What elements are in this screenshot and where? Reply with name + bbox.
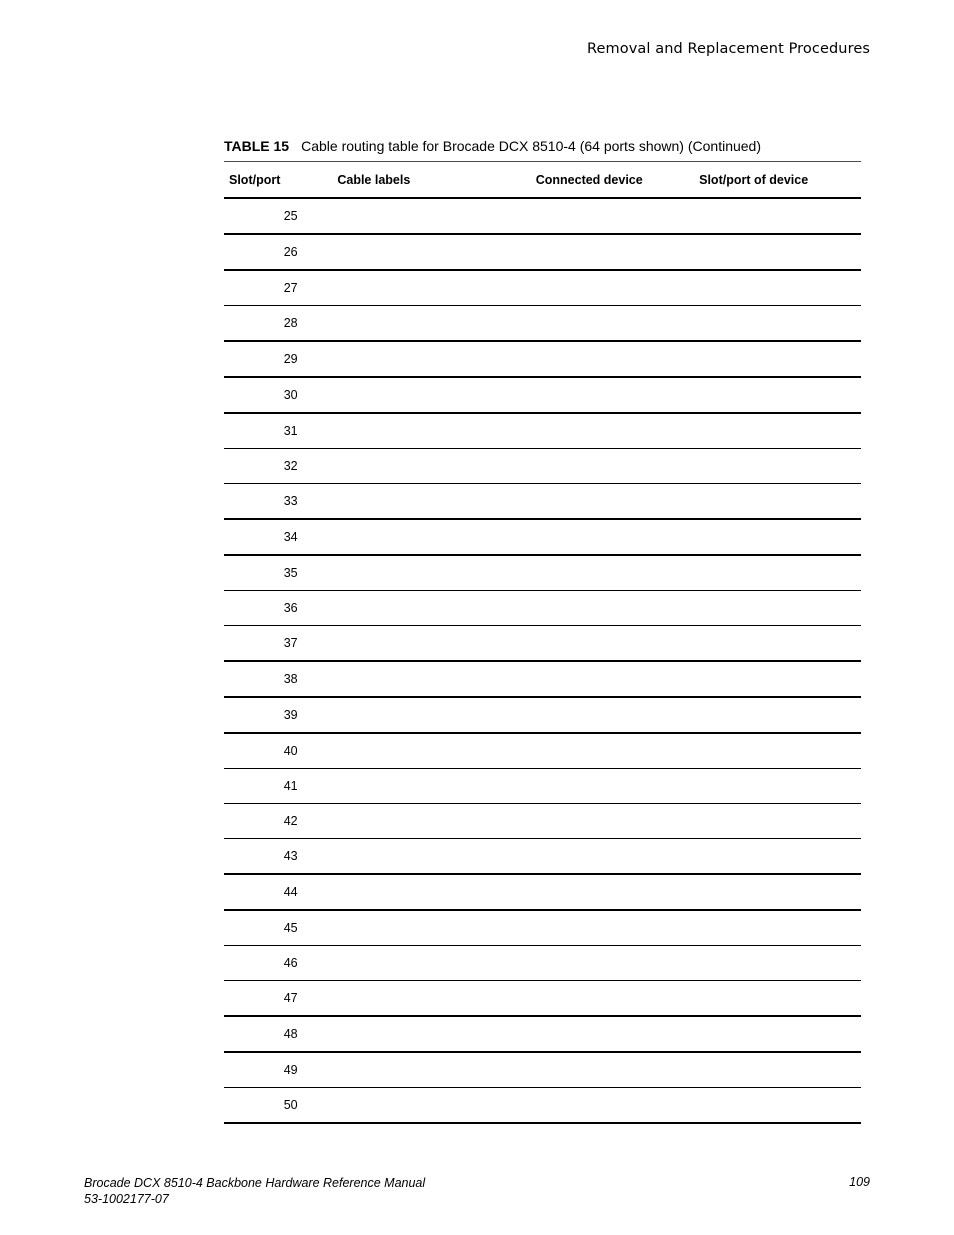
cell-connected-device	[536, 804, 699, 839]
cell-cable-labels	[337, 1088, 535, 1124]
cell-connected-device	[536, 981, 699, 1017]
table-row	[224, 306, 861, 342]
cell-device-slot-port	[699, 804, 861, 839]
cell-cable-labels	[337, 626, 535, 662]
cell-connected-device	[536, 484, 699, 520]
cell-connected-device	[536, 341, 699, 377]
cell-cable-labels	[337, 839, 535, 875]
cell-connected-device	[536, 874, 699, 910]
cell-slot-port: 28	[283, 316, 298, 330]
cell-connected-device	[536, 591, 699, 626]
column-header-connected-device: Connected device	[535, 172, 643, 187]
cell-device-slot-port	[699, 198, 861, 234]
cell-connected-device	[536, 697, 699, 733]
table-row	[224, 733, 861, 769]
cell-device-slot-port	[699, 234, 861, 270]
cell-slot-port: 31	[283, 424, 298, 438]
cell-cable-labels	[337, 341, 535, 377]
table-row	[224, 449, 861, 484]
table-row	[224, 519, 861, 555]
footer-left	[84, 1175, 425, 1207]
cell-device-slot-port	[699, 1016, 861, 1052]
cell-connected-device	[536, 1016, 699, 1052]
cell-connected-device	[536, 1052, 699, 1088]
cell-slot-port: 42	[283, 814, 298, 828]
cell-slot-port: 36	[283, 601, 298, 615]
cell-connected-device	[536, 839, 699, 875]
cell-connected-device	[536, 769, 699, 804]
cell-connected-device	[536, 198, 699, 234]
cell-device-slot-port	[699, 874, 861, 910]
table-row	[224, 1016, 861, 1052]
table-row	[224, 198, 861, 234]
cell-device-slot-port	[699, 519, 861, 555]
cell-connected-device	[536, 377, 699, 413]
cell-connected-device	[536, 519, 699, 555]
page-number: 109	[849, 1175, 870, 1189]
cell-cable-labels	[337, 413, 535, 449]
table-row	[224, 270, 861, 306]
cell-connected-device	[536, 910, 699, 946]
table-row	[224, 626, 861, 662]
cell-cable-labels	[337, 910, 535, 946]
cell-connected-device	[536, 626, 699, 662]
cell-cable-labels	[337, 1016, 535, 1052]
cell-connected-device	[536, 234, 699, 270]
table-row	[224, 769, 861, 804]
cell-device-slot-port	[699, 733, 861, 769]
cell-slot-port: 45	[283, 921, 298, 935]
cell-device-slot-port	[699, 449, 861, 484]
table-row	[224, 874, 861, 910]
cell-slot-port: 25	[283, 209, 298, 223]
cable-routing-table	[224, 162, 861, 1124]
cell-device-slot-port	[699, 839, 861, 875]
table-row	[224, 341, 861, 377]
cell-cable-labels	[337, 661, 535, 697]
cell-cable-labels	[337, 555, 535, 591]
cell-cable-labels	[337, 697, 535, 733]
cell-cable-labels	[337, 769, 535, 804]
cell-slot-port: 50	[283, 1098, 298, 1112]
cell-device-slot-port	[699, 270, 861, 306]
cell-cable-labels	[337, 519, 535, 555]
cell-slot-port: 49	[283, 1063, 298, 1077]
cell-device-slot-port	[699, 1052, 861, 1088]
table-row	[224, 661, 861, 697]
cell-connected-device	[536, 270, 699, 306]
doc-number: 53-1002177-07	[84, 1192, 169, 1206]
manual-title: Brocade DCX 8510-4 Backbone Hardware Reference Manual	[84, 1176, 426, 1190]
table-row	[224, 413, 861, 449]
cell-device-slot-port	[699, 661, 861, 697]
table-header-row	[224, 162, 861, 198]
cell-device-slot-port	[699, 626, 861, 662]
cell-slot-port: 40	[283, 744, 298, 758]
cell-slot-port: 39	[283, 708, 298, 722]
table-caption	[224, 138, 861, 162]
cell-slot-port: 38	[283, 672, 298, 686]
table-row	[224, 1052, 861, 1088]
cell-cable-labels	[337, 198, 535, 234]
cell-cable-labels	[337, 270, 535, 306]
table-row	[224, 591, 861, 626]
cell-device-slot-port	[699, 946, 861, 981]
cell-connected-device	[536, 1088, 699, 1124]
cell-slot-port: 26	[283, 245, 298, 259]
cell-slot-port: 35	[283, 566, 298, 580]
cell-connected-device	[536, 449, 699, 484]
table-row	[224, 804, 861, 839]
cell-slot-port: 48	[283, 1027, 298, 1041]
table-caption-text: Cable routing table for Brocade DCX 8510-4 (64 ports shown) (Continued)	[301, 138, 762, 154]
cell-cable-labels	[337, 591, 535, 626]
table-row	[224, 839, 861, 875]
table-row	[224, 910, 861, 946]
cell-cable-labels	[337, 306, 535, 342]
cell-connected-device	[536, 555, 699, 591]
table-number: TABLE 15	[224, 138, 290, 154]
cell-slot-port: 47	[283, 991, 298, 1005]
table-row	[224, 697, 861, 733]
cell-slot-port: 37	[283, 636, 298, 650]
cell-slot-port: 27	[283, 281, 298, 295]
cell-cable-labels	[337, 484, 535, 520]
cell-slot-port: 46	[283, 956, 298, 970]
cell-cable-labels	[337, 449, 535, 484]
cell-device-slot-port	[699, 697, 861, 733]
cell-slot-port: 34	[283, 530, 298, 544]
cell-slot-port: 41	[283, 779, 298, 793]
cell-connected-device	[536, 733, 699, 769]
cell-connected-device	[536, 661, 699, 697]
cell-connected-device	[536, 306, 699, 342]
cell-slot-port: 29	[283, 352, 298, 366]
cell-connected-device	[536, 413, 699, 449]
running-header: Removal and Replacement Procedures	[586, 41, 870, 57]
cell-device-slot-port	[699, 1088, 861, 1124]
cell-slot-port: 43	[283, 849, 298, 863]
table-row	[224, 981, 861, 1017]
cell-cable-labels	[337, 1052, 535, 1088]
cell-device-slot-port	[699, 591, 861, 626]
cell-device-slot-port	[699, 981, 861, 1017]
cell-cable-labels	[337, 804, 535, 839]
cell-slot-port: 44	[283, 885, 298, 899]
cell-connected-device	[536, 946, 699, 981]
table-row	[224, 1088, 861, 1124]
cell-device-slot-port	[699, 306, 861, 342]
column-header-cable-labels: Cable labels	[337, 172, 411, 187]
table-row	[224, 234, 861, 270]
cell-cable-labels	[337, 874, 535, 910]
table-row	[224, 377, 861, 413]
cell-cable-labels	[337, 981, 535, 1017]
table-row	[224, 484, 861, 520]
cell-device-slot-port	[699, 377, 861, 413]
cell-device-slot-port	[699, 769, 861, 804]
cell-cable-labels	[337, 377, 535, 413]
cell-device-slot-port	[699, 910, 861, 946]
cell-cable-labels	[337, 946, 535, 981]
cell-cable-labels	[337, 733, 535, 769]
cell-slot-port: 32	[283, 459, 298, 473]
cell-device-slot-port	[699, 484, 861, 520]
table-row	[224, 555, 861, 591]
column-header-slot-port: Slot/port	[229, 172, 281, 187]
cell-cable-labels	[337, 234, 535, 270]
cell-slot-port: 30	[283, 388, 298, 402]
table-body	[224, 198, 861, 1123]
table-row	[224, 946, 861, 981]
cell-device-slot-port	[699, 555, 861, 591]
cell-device-slot-port	[699, 413, 861, 449]
cell-slot-port: 33	[283, 494, 298, 508]
column-header-device-slot-port: Slot/port of device	[699, 172, 809, 187]
cell-device-slot-port	[699, 341, 861, 377]
